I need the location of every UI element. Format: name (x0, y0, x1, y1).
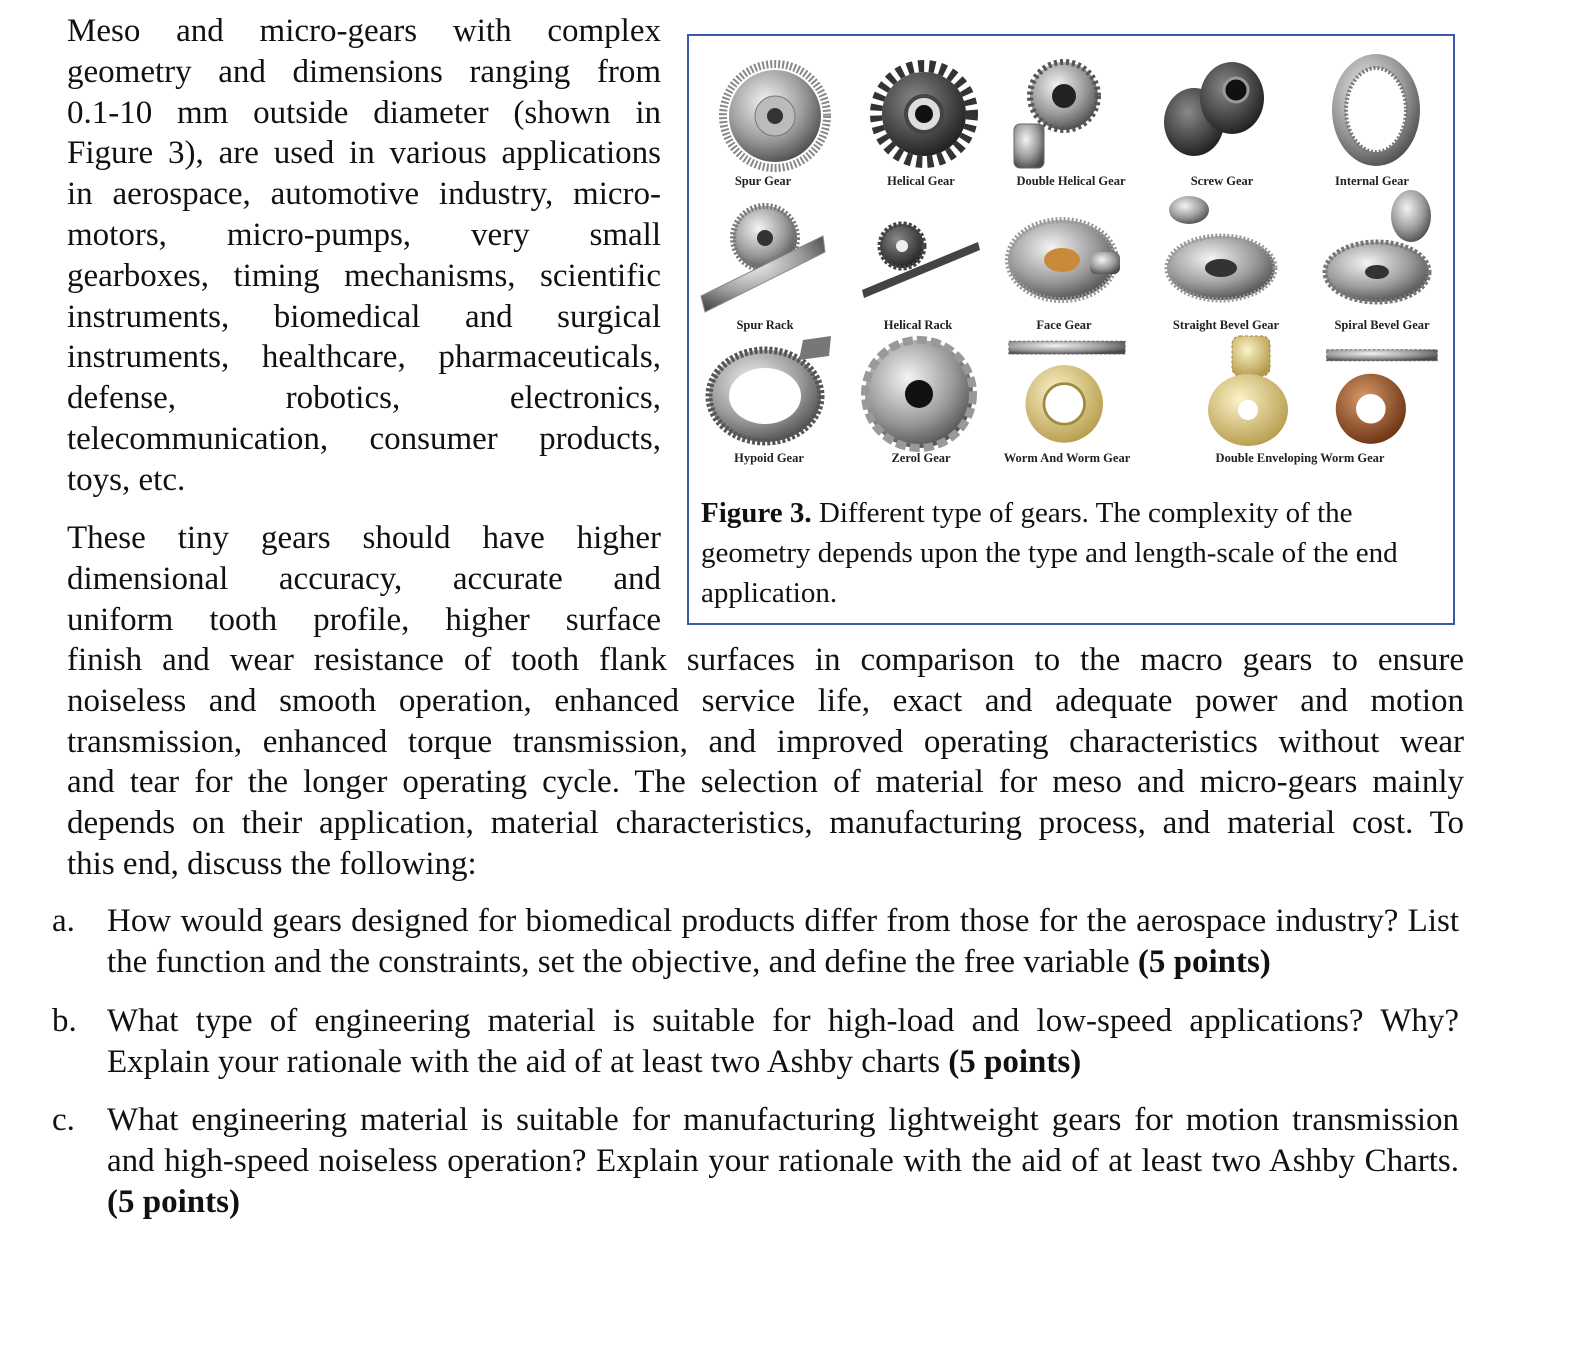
text-line: motors, micro-pumps, very small (67, 216, 661, 253)
text-line: this end, discuss the following: (67, 845, 477, 882)
text-line: noiseless and smooth operation, enhanced service life, exact and adequate power and motion (67, 682, 1464, 719)
worm-and-worm-gear-image (1007, 331, 1127, 451)
spur-gear-image (717, 54, 837, 174)
text-line: defense, robotics, electronics, (67, 380, 661, 417)
text-line: geometry and dimensions ranging from (67, 53, 661, 90)
label-screw-gear: Screw Gear (1190, 174, 1254, 188)
label-hypoid-gear: Hypoid Gear (734, 451, 804, 465)
helical-rack-image (854, 206, 984, 326)
text-line: Meso and micro-gears with complex (67, 13, 661, 49)
label-spur-gear: Spur Gear (734, 174, 792, 188)
question-letter: a. (52, 903, 75, 939)
text-line: telecommunication, consumer products, (67, 420, 661, 457)
question-letter: c. (52, 1102, 75, 1138)
caption-text: Different type of gears. The complexity of the geometry depends upon the type and length-scale of the end application. (701, 497, 1398, 609)
hypoid-gear-image (703, 334, 833, 454)
text-line: uniform tooth profile, higher surface (67, 601, 661, 638)
caption-label: Figure 3. (701, 497, 812, 529)
text-line: instruments, healthcare, pharmaceuticals, (67, 339, 661, 376)
worm-gear-bronze-image (1321, 334, 1441, 454)
intro-paragraph (67, 11, 661, 501)
label-face-gear: Face Gear (1036, 318, 1092, 332)
label-internal-gear: Internal Gear (1335, 174, 1409, 188)
text-line: dimensional accuracy, accurate and (67, 560, 661, 597)
spur-rack-image (697, 196, 827, 316)
zerol-gear-image (861, 334, 981, 454)
label-zerol-gear: Zerol Gear (891, 451, 951, 465)
figure-3 (687, 34, 1455, 625)
label-double-helical-gear: Double Helical Gear (1016, 174, 1126, 188)
label-spiral-bevel-gear: Spiral Bevel Gear (1334, 318, 1430, 332)
straight-bevel-gear-image (1159, 186, 1279, 306)
text-line: These tiny gears should have higher (67, 520, 661, 556)
text-line: and tear for the longer operating cycle. The selection of material for meso and micro-gears mainly (67, 764, 1464, 801)
text-line: transmission, enhanced torque transmission, and improved operating characteristics without wear (67, 723, 1464, 760)
question-points: (5 points) (948, 1043, 1082, 1080)
question-letter: b. (52, 1003, 77, 1039)
internal-gear-image (1314, 50, 1434, 170)
text-line: Figure 3), are used in various applications (67, 135, 661, 172)
text-line: gearboxes, timing mechanisms, scientific (67, 257, 661, 294)
requirements-paragraph-continued (67, 640, 1464, 885)
double-helical-gear-image (994, 54, 1114, 174)
text-line: 0.1-10 mm outside diameter (shown in (67, 94, 661, 131)
question-text: How would gears designed for biomedical products differ from those for the aerospace industry? List the function and the constraints, set the objective, and define the free variable (107, 903, 1459, 980)
question-points: (5 points) (1137, 943, 1271, 980)
figure-caption (701, 493, 1446, 613)
helical-gear-image (864, 54, 984, 174)
label-spur-rack: Spur Rack (736, 318, 794, 332)
double-enveloping-worm-gear-image (1194, 334, 1314, 454)
text-line: instruments, biomedical and surgical (67, 298, 661, 335)
text-line: in aerospace, automotive industry, micro- (67, 176, 661, 213)
spiral-bevel-gear-image (1319, 186, 1439, 306)
question-points: (5 points) (107, 1183, 240, 1220)
question-text: What type of engineering material is suitable for high-load and low-speed applications? Why? Explain your rationale with the aid of at least two Ashby charts (107, 1003, 1459, 1080)
label-worm-and-worm-gear: Worm And Worm Gear (1003, 451, 1131, 465)
face-gear-image (1004, 204, 1124, 324)
text-line: finish and wear resistance of tooth flank surfaces in comparison to the macro gears to ensure (67, 642, 1464, 678)
label-helical-rack: Helical Rack (883, 318, 953, 332)
text-line: depends on their application, material characteristics, manufacturing process, and material cost. To (67, 805, 1464, 842)
requirements-paragraph (67, 518, 661, 640)
text-line: toys, etc. (67, 461, 186, 498)
screw-gear-image (1154, 50, 1274, 170)
label-helical-gear: Helical Gear (887, 174, 955, 188)
question-text: What engineering material is suitable for manufacturing lightweight gears for motion transmission and high-speed noiseless operation? Explain your rationale with the aid of at least two Ashby Charts. (107, 1102, 1459, 1179)
label-straight-bevel-gear: Straight Bevel Gear (1172, 318, 1280, 332)
label-double-enveloping-worm-gear: Double Enveloping Worm Gear (1215, 451, 1385, 465)
